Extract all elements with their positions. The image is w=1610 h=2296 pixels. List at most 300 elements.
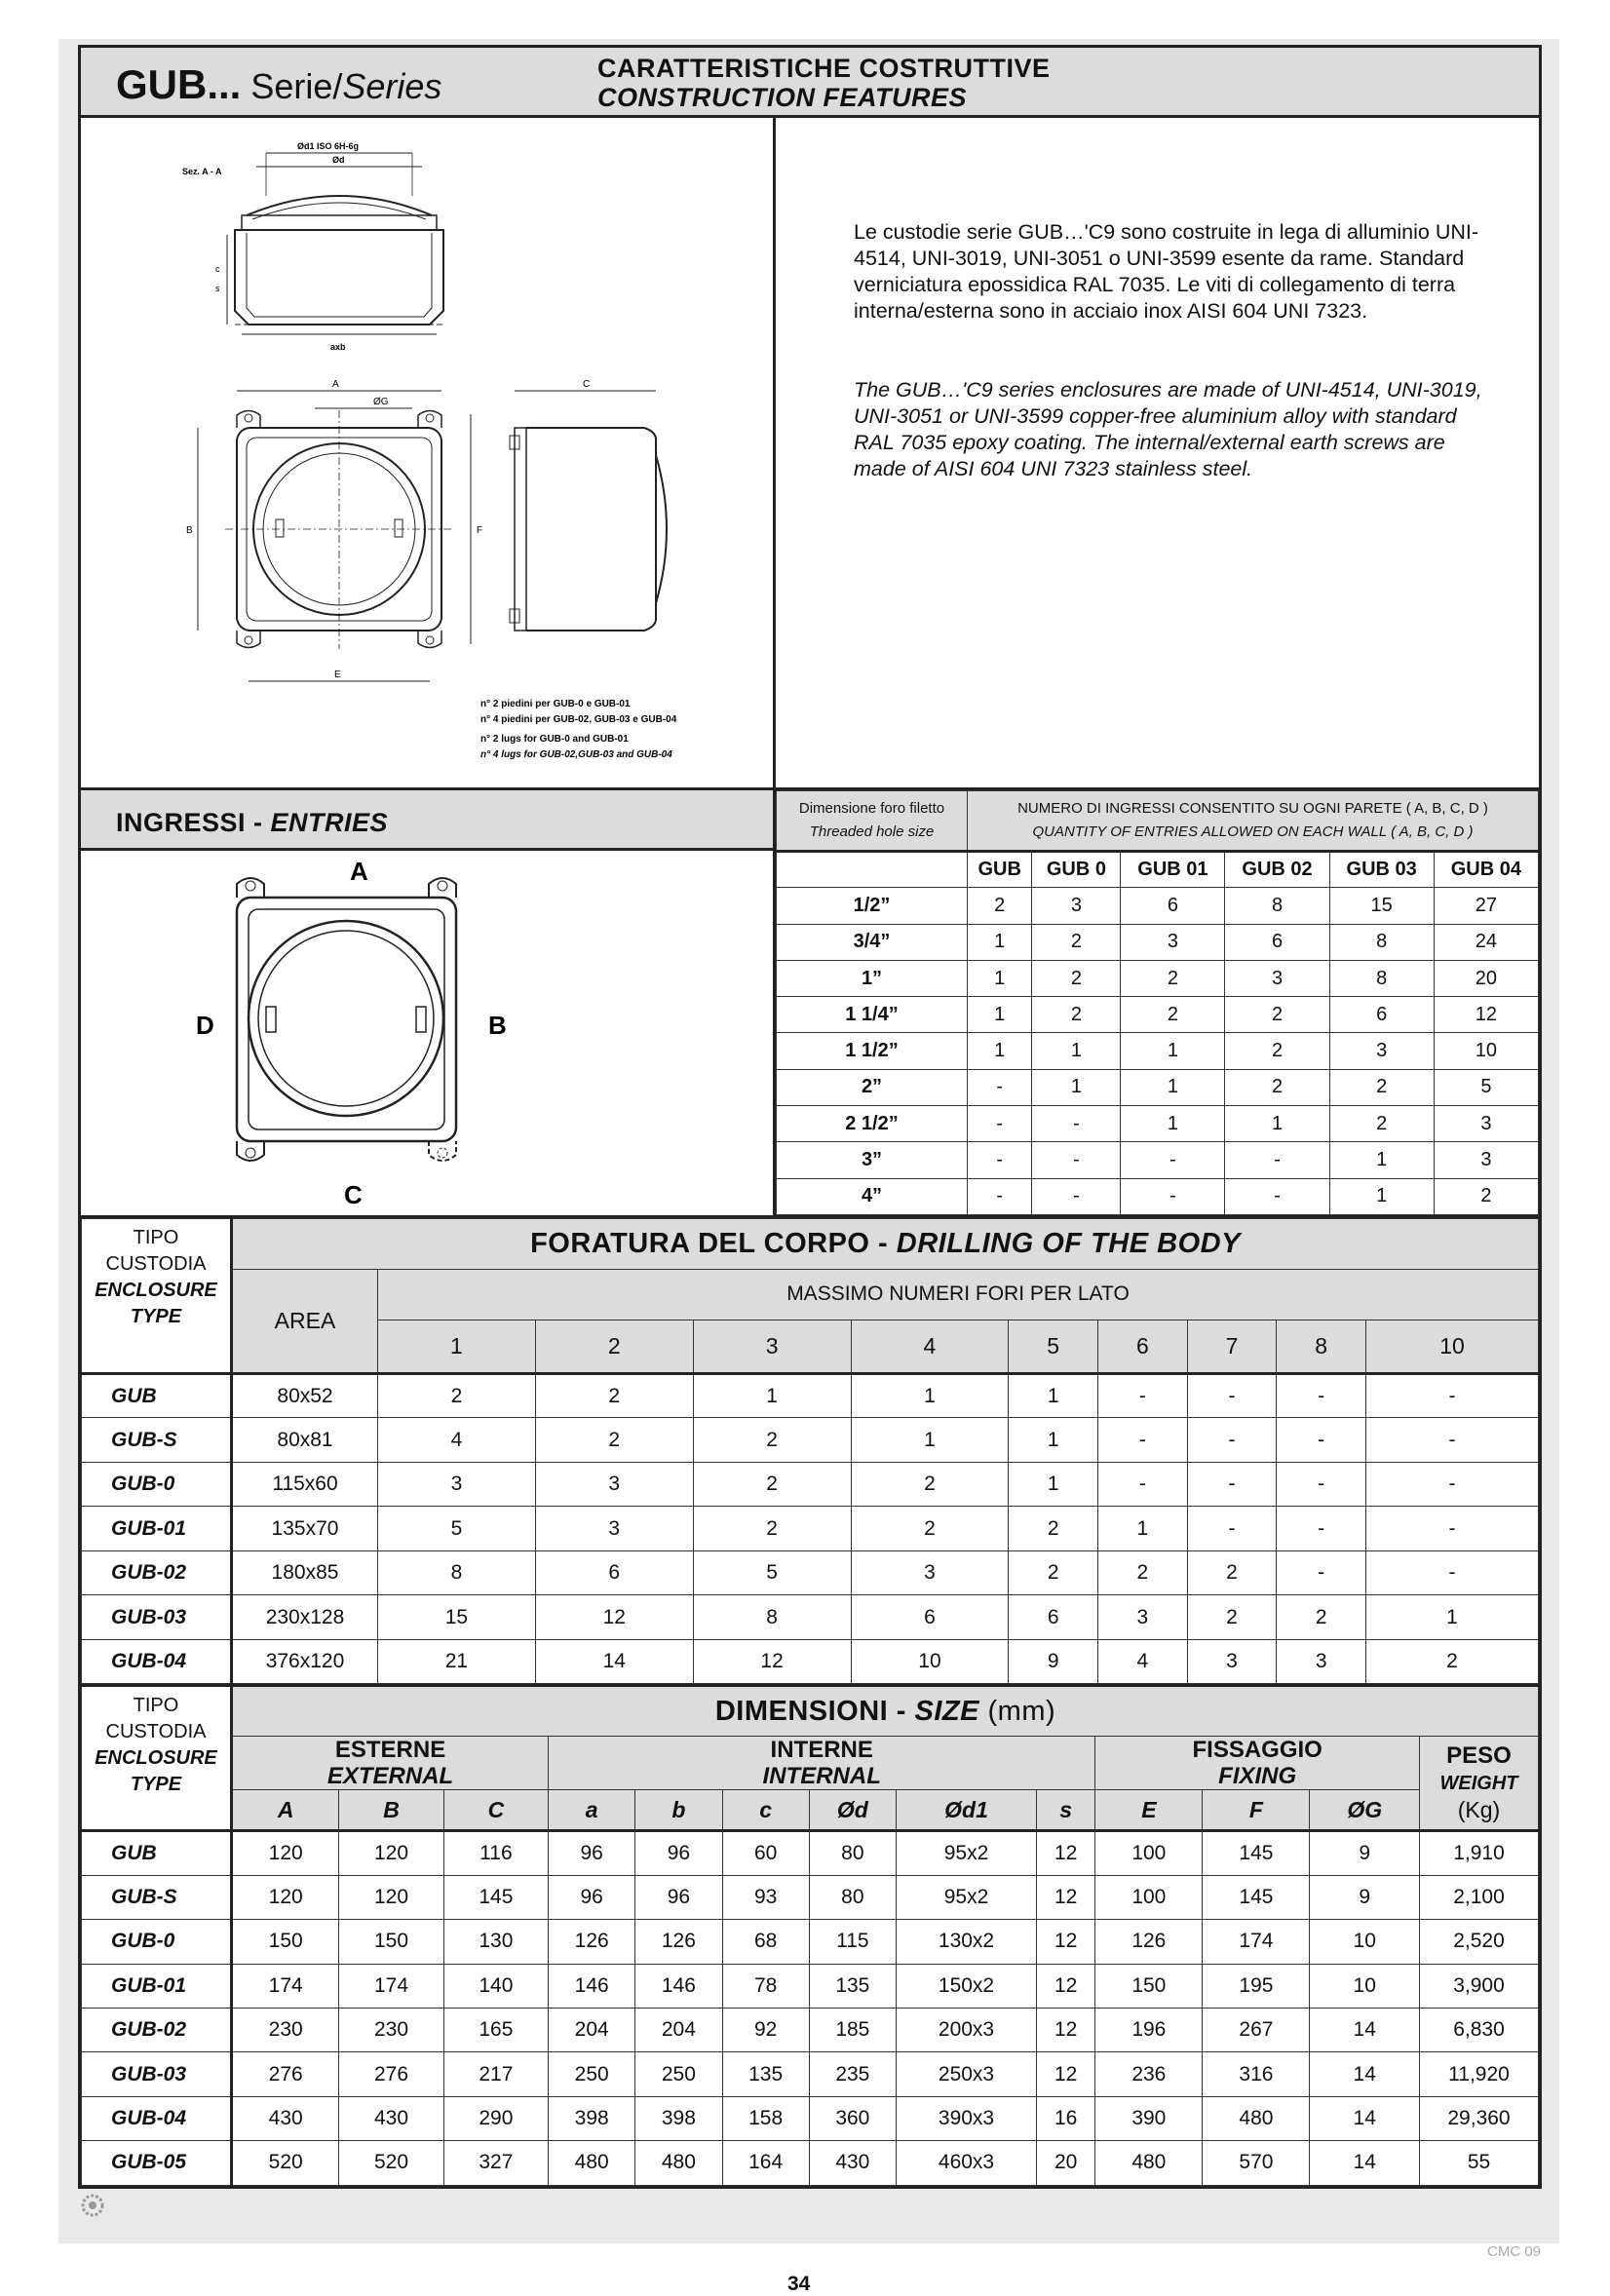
area-cell: 80x81 <box>232 1418 378 1463</box>
table-row <box>82 1920 1539 1964</box>
description <box>776 118 1539 787</box>
entry-count-cell: 3 <box>1121 924 1225 960</box>
table-row <box>82 1507 1539 1551</box>
dimension-value-cell: 12 <box>1037 1875 1095 1919</box>
max-holes-cell: - <box>1277 1462 1366 1507</box>
dimension-value-cell: 14 <box>1310 2096 1420 2140</box>
dimension-value-cell: 100 <box>1095 1875 1203 1919</box>
dimension-col-header: A <box>232 1790 339 1831</box>
dimension-value-cell: 135 <box>809 1964 896 2008</box>
dimension-value-cell: 116 <box>443 1831 548 1875</box>
dimension-value-cell: 430 <box>339 2096 443 2140</box>
dim-c-label: C <box>583 379 591 390</box>
entry-count-cell: 8 <box>1329 960 1434 996</box>
max-holes-cell: 2 <box>1009 1550 1098 1595</box>
dimension-value-cell: 185 <box>809 2009 896 2052</box>
entry-count-cell: - <box>968 1106 1032 1142</box>
dimension-value-cell: 230 <box>339 2009 443 2052</box>
description-en: The GUB…'C9 series enclosures are made of UNI-4514, UNI-3019, UNI-3051 or UNI-3599 copper-free aluminium alloy with standard RAL 7035 epoxy coating. The internal/external earth screws are made of AISI 604 UNI 7323 stainless steel. <box>854 378 1482 480</box>
dimension-value-cell: 316 <box>1203 2052 1310 2096</box>
dimension-value-cell: 135 <box>722 2052 809 2096</box>
dim-a-label: A <box>332 379 339 390</box>
entry-count-cell: 1 <box>1329 1178 1434 1214</box>
entries-title <box>81 790 773 851</box>
enclosure-type-cell: GUB-02 <box>82 1550 232 1595</box>
entry-count-cell: 2 <box>1329 1106 1434 1142</box>
dimension-value-cell: 68 <box>722 1920 809 1964</box>
max-holes-cell: 4 <box>1098 1639 1188 1684</box>
entries-left <box>81 790 776 1215</box>
dimension-value-cell: 217 <box>443 2052 548 2096</box>
max-holes-cell: 2 <box>1277 1595 1366 1640</box>
dimension-col-headers <box>82 1790 1539 1831</box>
features-heading-en: CONSTRUCTION FEATURES <box>597 83 967 112</box>
dimension-value-cell: 100 <box>1095 1831 1203 1875</box>
dimension-value-cell: 96 <box>635 1831 722 1875</box>
entry-count-cell: 2 <box>1032 924 1121 960</box>
model-header: GUB <box>968 852 1032 888</box>
max-holes-cell: - <box>1098 1373 1188 1418</box>
max-holes-cell: 12 <box>535 1595 693 1640</box>
dimension-value-cell: 158 <box>722 2096 809 2140</box>
max-holes-cell: 1 <box>1366 1595 1539 1640</box>
area-header: AREA <box>232 1269 378 1373</box>
drilling-title-it: FORATURA DEL CORPO - <box>530 1227 897 1259</box>
internal-en: INTERNAL <box>762 1763 881 1790</box>
hole-count-header: 7 <box>1187 1320 1277 1373</box>
dimension-value-cell: 235 <box>809 2052 896 2096</box>
table-row <box>82 1595 1539 1640</box>
dimension-value-cell: 430 <box>232 2096 339 2140</box>
dimension-value-cell: 200x3 <box>896 2009 1036 2052</box>
max-holes-cell: 6 <box>535 1550 693 1595</box>
dimension-value-cell: 10 <box>1310 1920 1420 1964</box>
table-row <box>82 2052 1539 2096</box>
max-holes-cell: - <box>1098 1418 1188 1463</box>
enclosure-type-cell: GUB <box>82 1831 232 1875</box>
walls-diagram <box>81 851 776 1213</box>
table-row <box>82 1418 1539 1463</box>
entry-count-cell: 1 <box>968 924 1032 960</box>
dimension-value-cell: 1,910 <box>1420 1831 1539 1875</box>
dimensions-table <box>81 1684 1539 2185</box>
dimension-value-cell: 80 <box>809 1875 896 1919</box>
hole-count-header: 3 <box>693 1320 851 1373</box>
custodia-label: CUSTODIA <box>105 1252 207 1275</box>
dimension-value-cell: 250x3 <box>896 2052 1036 2096</box>
max-holes-cell: - <box>1098 1462 1188 1507</box>
type-label: TYPE <box>130 1774 182 1796</box>
max-holes-cell: 2 <box>1187 1595 1277 1640</box>
dimension-value-cell: 250 <box>635 2052 722 2096</box>
weight-unit: (Kg) <box>1457 1797 1501 1823</box>
axb-label: axb <box>330 342 346 352</box>
max-holes-cell: 2 <box>693 1418 851 1463</box>
models-row <box>777 852 1539 888</box>
table-row <box>777 1033 1539 1069</box>
area-cell: 80x52 <box>232 1373 378 1418</box>
small-c-label: c <box>215 264 220 274</box>
dimension-value-cell: 126 <box>549 1920 635 1964</box>
dimension-value-cell: 12 <box>1037 1964 1095 2008</box>
thread-size-cell: 3” <box>777 1142 968 1178</box>
entry-count-cell: 2 <box>1225 1033 1329 1069</box>
construction-section <box>81 118 1539 790</box>
dimension-value-cell: 120 <box>232 1831 339 1875</box>
entries-section <box>81 790 1539 1218</box>
dimensions-body <box>82 1831 1539 2185</box>
dimension-value-cell: 9 <box>1310 1875 1420 1919</box>
enclosure-type-cell: GUB-01 <box>82 1507 232 1551</box>
table-row <box>777 997 1539 1033</box>
dimension-value-cell: 3,900 <box>1420 1964 1539 2008</box>
dimension-value-cell: 480 <box>1203 2096 1310 2140</box>
max-holes-header: MASSIMO NUMERI FORI PER LATO <box>378 1269 1539 1320</box>
page-header <box>81 48 1539 118</box>
max-holes-cell: - <box>1277 1507 1366 1551</box>
table-row <box>82 1875 1539 1919</box>
max-holes-cell: 3 <box>535 1462 693 1507</box>
dimension-value-cell: 115 <box>809 1920 896 1964</box>
thread-size-cell: 1/2” <box>777 888 968 924</box>
max-holes-cell: - <box>1187 1462 1277 1507</box>
entry-count-cell: 24 <box>1434 924 1538 960</box>
thread-size-cell: 1” <box>777 960 968 996</box>
max-holes-cell: 3 <box>851 1550 1009 1595</box>
entry-count-cell: - <box>1032 1142 1121 1178</box>
dimension-value-cell: 2,100 <box>1420 1875 1539 1919</box>
lug-note-1: n° 2 piedini per GUB-0 e GUB-01 <box>480 699 631 709</box>
qty-header-it: NUMERO DI INGRESSI CONSENTITO SU OGNI PARETE ( A, B, C, D ) <box>1017 800 1488 817</box>
dimension-value-cell: 430 <box>809 2141 896 2185</box>
drilling-table <box>81 1218 1539 1685</box>
thread-size-cell: 2 1/2” <box>777 1106 968 1142</box>
enclosure-type-cell: GUB-01 <box>82 1964 232 2008</box>
entry-count-cell: 2 <box>1032 960 1121 996</box>
dimension-value-cell: 174 <box>1203 1920 1310 1964</box>
tipo-label: TIPO <box>133 1695 179 1717</box>
dimension-value-cell: 398 <box>549 2096 635 2140</box>
max-holes-cell: 4 <box>378 1418 536 1463</box>
internal-it: INTERNE <box>770 1737 873 1764</box>
area-cell: 230x128 <box>232 1595 378 1640</box>
dimension-value-cell: 195 <box>1203 1964 1310 2008</box>
lug-note-3: n° 2 lugs for GUB-0 and GUB-01 <box>480 734 629 745</box>
entries-title-it: INGRESSI - <box>116 808 271 837</box>
dimension-value-cell: 130x2 <box>896 1920 1036 1964</box>
max-holes-cell: 3 <box>378 1462 536 1507</box>
dimension-value-cell: 174 <box>339 1964 443 2008</box>
max-holes-cell: 2 <box>851 1462 1009 1507</box>
entries-table <box>776 790 1539 1215</box>
enclosure-type-cell: GUB-0 <box>82 1920 232 1964</box>
description-it: Le custodie serie GUB…'C9 sono costruite in lega di alluminio UNI- 4514, UNI-3019, UNI-3051 o UNI-3599 esente da rame. Standard verniciatura epossidica RAL 7035. Le viti di collegamento di terra interna/esterna sono in acciaio inox AISI 604 UNI 7323. <box>854 220 1479 323</box>
max-holes-cell: 2 <box>851 1507 1009 1551</box>
dimension-value-cell: 55 <box>1420 2141 1539 2185</box>
custodia-label: CUSTODIA <box>105 1721 207 1743</box>
wall-c-label: C <box>344 1180 363 1209</box>
max-holes-cell: 1 <box>1009 1373 1098 1418</box>
max-holes-cell: 2 <box>1187 1550 1277 1595</box>
model-header: GUB 03 <box>1329 852 1434 888</box>
dimension-value-cell: 120 <box>232 1875 339 1919</box>
drilling-title <box>232 1218 1539 1269</box>
dimension-col-header: a <box>549 1790 635 1831</box>
area-cell: 376x120 <box>232 1639 378 1684</box>
enclosure-type-cell: GUB-S <box>82 1418 232 1463</box>
wall-a-label: A <box>350 857 368 886</box>
max-holes-cell: 5 <box>378 1507 536 1551</box>
dimension-value-cell: 196 <box>1095 2009 1203 2052</box>
max-holes-cell: - <box>1277 1373 1366 1418</box>
dimension-value-cell: 276 <box>232 2052 339 2096</box>
max-holes-cell: 3 <box>1187 1639 1277 1684</box>
entry-count-cell: 5 <box>1434 1069 1538 1105</box>
table-row <box>82 1373 1539 1418</box>
blank-header <box>777 852 968 888</box>
max-holes-cell: - <box>1366 1418 1539 1463</box>
dimension-value-cell: 14 <box>1310 2052 1420 2096</box>
section-label: Sez. A - A <box>182 167 222 176</box>
dimensions-title-en: SIZE <box>914 1695 979 1727</box>
max-holes-cell: 2 <box>535 1418 693 1463</box>
dimension-value-cell: 174 <box>232 1964 339 2008</box>
dimension-value-cell: 130 <box>443 1920 548 1964</box>
table-row <box>777 1178 1539 1214</box>
dimension-value-cell: 6,830 <box>1420 2009 1539 2052</box>
enclosure-type-cell: GUB-03 <box>82 2052 232 2096</box>
wall-b-label: B <box>488 1011 507 1040</box>
dimension-value-cell: 390x3 <box>896 2096 1036 2140</box>
entry-count-cell: 1 <box>1225 1106 1329 1142</box>
entry-count-cell: - <box>968 1178 1032 1214</box>
entry-count-cell: 3 <box>1434 1106 1538 1142</box>
entry-count-cell: 12 <box>1434 997 1538 1033</box>
dimension-value-cell: 150 <box>339 1920 443 1964</box>
table-row <box>777 960 1539 996</box>
dimension-value-cell: 120 <box>339 1875 443 1919</box>
weight-en: WEIGHT <box>1439 1773 1518 1795</box>
max-holes-cell: 8 <box>378 1550 536 1595</box>
dimension-value-cell: 480 <box>1095 2141 1203 2185</box>
max-holes-cell: - <box>1366 1550 1539 1595</box>
entry-count-cell: - <box>968 1142 1032 1178</box>
dimension-value-cell: 12 <box>1037 2009 1095 2052</box>
dimension-value-cell: 204 <box>549 2009 635 2052</box>
dimension-value-cell: 520 <box>232 2141 339 2185</box>
dimension-value-cell: 236 <box>1095 2052 1203 2096</box>
table-row <box>777 1142 1539 1178</box>
dimension-value-cell: 520 <box>339 2141 443 2185</box>
entry-count-cell: 27 <box>1434 888 1538 924</box>
gear-logo-icon <box>78 2191 107 2220</box>
table-row <box>82 2096 1539 2140</box>
entry-count-cell: 1 <box>968 960 1032 996</box>
entry-count-cell: 10 <box>1434 1033 1538 1069</box>
series-word-it: Serie/ <box>241 66 343 106</box>
table-row <box>777 888 1539 924</box>
max-holes-cell: 8 <box>693 1595 851 1640</box>
datasheet-frame <box>78 45 1542 2189</box>
dimension-value-cell: 14 <box>1310 2009 1420 2052</box>
tipo-label: TIPO <box>133 1226 179 1248</box>
dimension-col-header: c <box>722 1790 809 1831</box>
dimension-value-cell: 146 <box>635 1964 722 2008</box>
dimension-value-cell: 570 <box>1203 2141 1310 2185</box>
dimension-value-cell: 95x2 <box>896 1831 1036 1875</box>
model-header: GUB 04 <box>1434 852 1538 888</box>
dimension-col-header: E <box>1095 1790 1203 1831</box>
entry-count-cell: - <box>1225 1178 1329 1214</box>
hole-count-header: 2 <box>535 1320 693 1373</box>
enclosure-type-cell: GUB-04 <box>82 1639 232 1684</box>
max-holes-cell: 2 <box>693 1462 851 1507</box>
table-row <box>82 1831 1539 1875</box>
dimension-value-cell: 12 <box>1037 2052 1095 2096</box>
thread-size-cell: 3/4” <box>777 924 968 960</box>
entry-count-cell: 2 <box>1121 997 1225 1033</box>
external-it: ESTERNE <box>334 1737 446 1764</box>
dimension-value-cell: 164 <box>722 2141 809 2185</box>
max-holes-cell: - <box>1187 1507 1277 1551</box>
size-header-en: Threaded hole size <box>809 823 935 840</box>
dimension-value-cell: 96 <box>635 1875 722 1919</box>
entries-body <box>777 888 1539 1215</box>
entry-count-cell: 3 <box>1434 1142 1538 1178</box>
dimensions-unit: (mm) <box>978 1695 1056 1727</box>
thread-size-cell: 1 1/2” <box>777 1033 968 1069</box>
max-holes-cell: 2 <box>693 1507 851 1551</box>
enclosure-label: ENCLOSURE <box>95 1279 217 1301</box>
enclosure-drawing <box>81 118 776 790</box>
dimension-value-cell: 150 <box>1095 1964 1203 2008</box>
series-title <box>81 48 510 115</box>
entry-count-cell: - <box>1032 1178 1121 1214</box>
dimension-value-cell: 93 <box>722 1875 809 1919</box>
table-row <box>777 924 1539 960</box>
entry-count-cell: 2 <box>1225 997 1329 1033</box>
entries-title-en: ENTRIES <box>270 808 389 837</box>
entry-count-cell: 2 <box>1434 1178 1538 1214</box>
max-holes-cell: 15 <box>378 1595 536 1640</box>
max-holes-cell: 21 <box>378 1639 536 1684</box>
max-holes-cell: 2 <box>1098 1550 1188 1595</box>
max-holes-cell: 2 <box>1366 1639 1539 1684</box>
dimension-value-cell: 146 <box>549 1964 635 2008</box>
dimension-value-cell: 267 <box>1203 2009 1310 2052</box>
area-cell: 135x70 <box>232 1507 378 1551</box>
enclosure-type-cell: GUB-05 <box>82 2141 232 2185</box>
hole-count-header: 6 <box>1098 1320 1188 1373</box>
area-cell: 180x85 <box>232 1550 378 1595</box>
dimension-value-cell: 480 <box>635 2141 722 2185</box>
max-holes-cell: 1 <box>851 1418 1009 1463</box>
dimension-col-header: Ød1 <box>896 1790 1036 1831</box>
table-row <box>82 2009 1539 2052</box>
entry-count-cell: 2 <box>1121 960 1225 996</box>
max-holes-cell: - <box>1366 1373 1539 1418</box>
dim-e-label: E <box>334 670 341 680</box>
max-holes-cell: - <box>1366 1507 1539 1551</box>
fixing-group <box>1095 1737 1420 1790</box>
size-col-header <box>777 791 968 852</box>
dimension-value-cell: 92 <box>722 2009 809 2052</box>
hole-count-header: 5 <box>1009 1320 1098 1373</box>
dimension-value-cell: 29,360 <box>1420 2096 1539 2140</box>
od-label: Ød <box>332 155 345 165</box>
dimension-value-cell: 120 <box>339 1831 443 1875</box>
dimension-value-cell: 14 <box>1310 2141 1420 2185</box>
max-holes-cell: 3 <box>1098 1595 1188 1640</box>
max-holes-cell: 1 <box>1009 1418 1098 1463</box>
entry-count-cell: 1 <box>1121 1033 1225 1069</box>
dimension-col-header: B <box>339 1790 443 1831</box>
dimension-value-cell: 150x2 <box>896 1964 1036 2008</box>
dimension-value-cell: 12 <box>1037 1920 1095 1964</box>
max-holes-cell: 3 <box>535 1507 693 1551</box>
dimension-value-cell: 16 <box>1037 2096 1095 2140</box>
entry-count-cell: 1 <box>1329 1142 1434 1178</box>
table-row <box>82 1964 1539 2008</box>
max-holes-cell: - <box>1277 1550 1366 1595</box>
max-holes-cell: 1 <box>1098 1507 1188 1551</box>
dimension-value-cell: 250 <box>549 2052 635 2096</box>
dimension-col-header: C <box>443 1790 548 1831</box>
dimension-value-cell: 145 <box>443 1875 548 1919</box>
entries-diagram <box>81 851 773 1213</box>
hole-count-header: 8 <box>1277 1320 1366 1373</box>
dimension-value-cell: 140 <box>443 1964 548 2008</box>
area-cell: 115x60 <box>232 1462 378 1507</box>
dimension-value-cell: 290 <box>443 2096 548 2140</box>
thread-size-cell: 2” <box>777 1069 968 1105</box>
lug-note-2: n° 4 piedini per GUB-02, GUB-03 e GUB-04 <box>480 714 677 725</box>
max-holes-cell: 5 <box>693 1550 851 1595</box>
fixing-en: FIXING <box>1218 1763 1297 1790</box>
dimension-value-cell: 96 <box>549 1831 635 1875</box>
wall-d-label: D <box>196 1011 214 1040</box>
entry-count-cell: 3 <box>1032 888 1121 924</box>
entry-count-cell: 3 <box>1225 960 1329 996</box>
dimension-value-cell: 78 <box>722 1964 809 2008</box>
max-holes-cell: 1 <box>1009 1462 1098 1507</box>
dimension-value-cell: 126 <box>635 1920 722 1964</box>
dimension-value-cell: 80 <box>809 1831 896 1875</box>
dims-type-header <box>82 1686 232 1831</box>
max-holes-cell: 9 <box>1009 1639 1098 1684</box>
page-number: 34 <box>787 2273 811 2295</box>
dimension-value-cell: 96 <box>549 1875 635 1919</box>
entry-count-cell: 1 <box>968 997 1032 1033</box>
entry-count-cell: 2 <box>1225 1069 1329 1105</box>
max-holes-cell: 6 <box>1009 1595 1098 1640</box>
technical-drawing <box>81 118 776 787</box>
series-word-en: Series <box>342 66 442 106</box>
dimension-value-cell: 2,520 <box>1420 1920 1539 1964</box>
entry-count-cell: 2 <box>1032 997 1121 1033</box>
weight-it: PESO <box>1446 1742 1512 1770</box>
enclosure-type-cell: GUB-04 <box>82 2096 232 2140</box>
hole-count-header: 10 <box>1366 1320 1539 1373</box>
weight-group <box>1420 1737 1539 1831</box>
dim-b-label: B <box>186 525 193 536</box>
dimension-value-cell: 165 <box>443 2009 548 2052</box>
table-row <box>82 1462 1539 1507</box>
max-holes-cell: 3 <box>1277 1639 1366 1684</box>
dimension-value-cell: 390 <box>1095 2096 1203 2140</box>
max-holes-cell: 12 <box>693 1639 851 1684</box>
dimension-value-cell: 145 <box>1203 1831 1310 1875</box>
